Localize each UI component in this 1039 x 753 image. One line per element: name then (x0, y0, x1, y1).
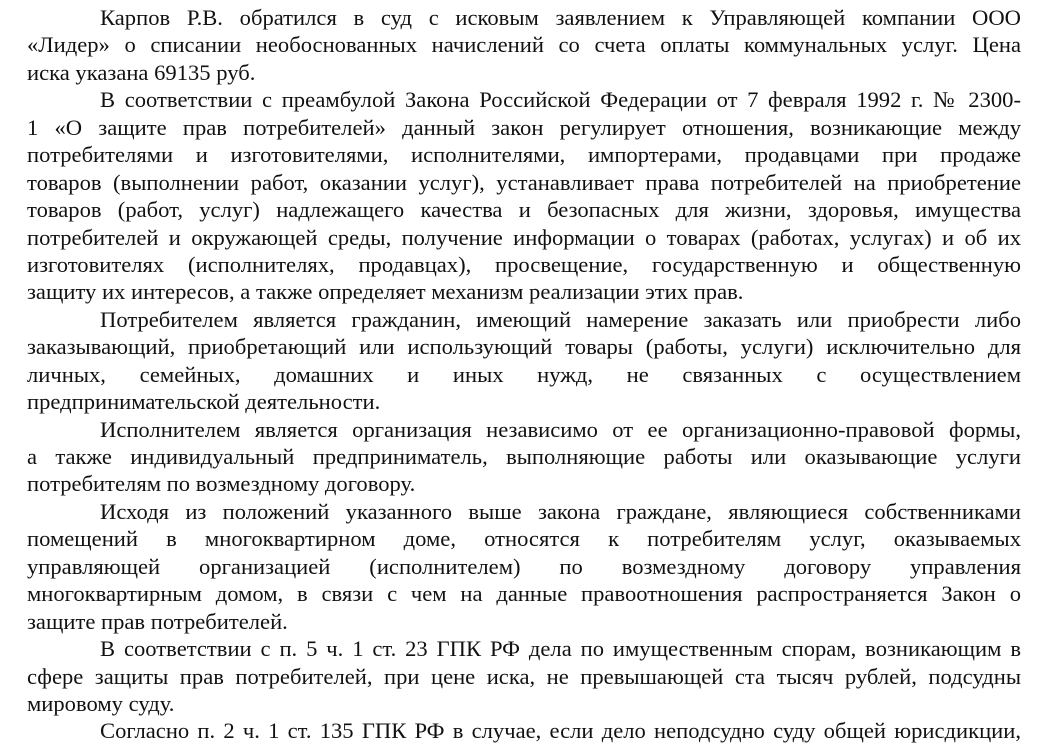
text-line: Исполнителем является организация независимо от ее организационно-правовой формы, (100, 416, 1021, 442)
text-line: В соответствии с преамбулой Закона Российской Федерации от 7 февраля 1992 г. № 2300- (100, 87, 1021, 113)
text-line: потребителям по возмездному договору. (27, 471, 416, 497)
text-line: помещений в многоквартирном доме, относятся к потребителям услуг, оказываемых (27, 526, 1021, 552)
text-line: Карпов Р.В. обратился в суд с исковым заявлением к Управляющей компании ООО (100, 5, 1021, 30)
document-page (27, 4, 1021, 745)
text-line: 1 «О защите прав потребителей» данный закон регулирует отношения, возникающие между (27, 114, 1021, 140)
text-line: предпринимательской деятельности. (27, 389, 381, 415)
text-line: а также индивидуальный предприниматель, выполняющие работы или оказывающие услуги (27, 444, 1021, 469)
text-line: товаров (работ, услуг) надлежащего качества и безопасных для жизни, здоровья, имущества (27, 197, 1021, 223)
text-line: Потребителем является гражданин, имеющий намерение заказать или приобрести либо (100, 306, 1021, 332)
text-line: защиту их интересов, а также определяет механизм реализации этих прав. (27, 279, 744, 305)
text-line: многоквартирным домом, в связи с чем на данные правоотношения распространяется Закон о (27, 581, 1021, 607)
text-line: мировому суду. (27, 690, 175, 716)
text-line: товаров (выполнении работ, оказании услуг), устанавливает права потребителей на приобретение (27, 169, 1021, 195)
text-line: «Лидер» о списании необоснованных начислений со счета оплаты коммунальных услуг. Цена (27, 32, 1021, 58)
text-line: управляющей организацией (исполнителем) по возмездному договору управления (27, 553, 1021, 579)
text-line: сфере защиты прав потребителей, при цене иска, не превышающей ста тысяч рублей, подсудны (27, 663, 1021, 689)
text-line: иска указана 69135 руб. (27, 59, 256, 85)
text-line: потребителей и окружающей среды, получение информации о товарах (работах, услугах) и об их (27, 224, 1021, 250)
text-line: В соответствии с п. 5 ч. 1 ст. 23 ГПК РФ дела по имущественным спорам, возникающим в (100, 636, 1021, 662)
text-line: Исходя из положений указанного выше закона граждане, являющиеся собственниками (100, 498, 1021, 524)
text-line: защите прав потребителей. (27, 608, 288, 634)
text-line: изготовителях (исполнителях, продавцах), просвещение, государственную и общественную (27, 251, 1021, 277)
text-line: заказывающий, приобретающий или использующий товары (работы, услуги) исключительно для (27, 334, 1021, 360)
text-line: Согласно п. 2 ч. 1 ст. 135 ГПК РФ в случае, если дело неподсудно суду общей юрисдикции, (100, 718, 1021, 744)
text-line: потребителями и изготовителями, исполнителями, импортерами, продавцами при продаже (27, 142, 1021, 168)
text-line: личных, семейных, домашних и иных нужд, не связанных с осуществлением (27, 361, 1021, 387)
